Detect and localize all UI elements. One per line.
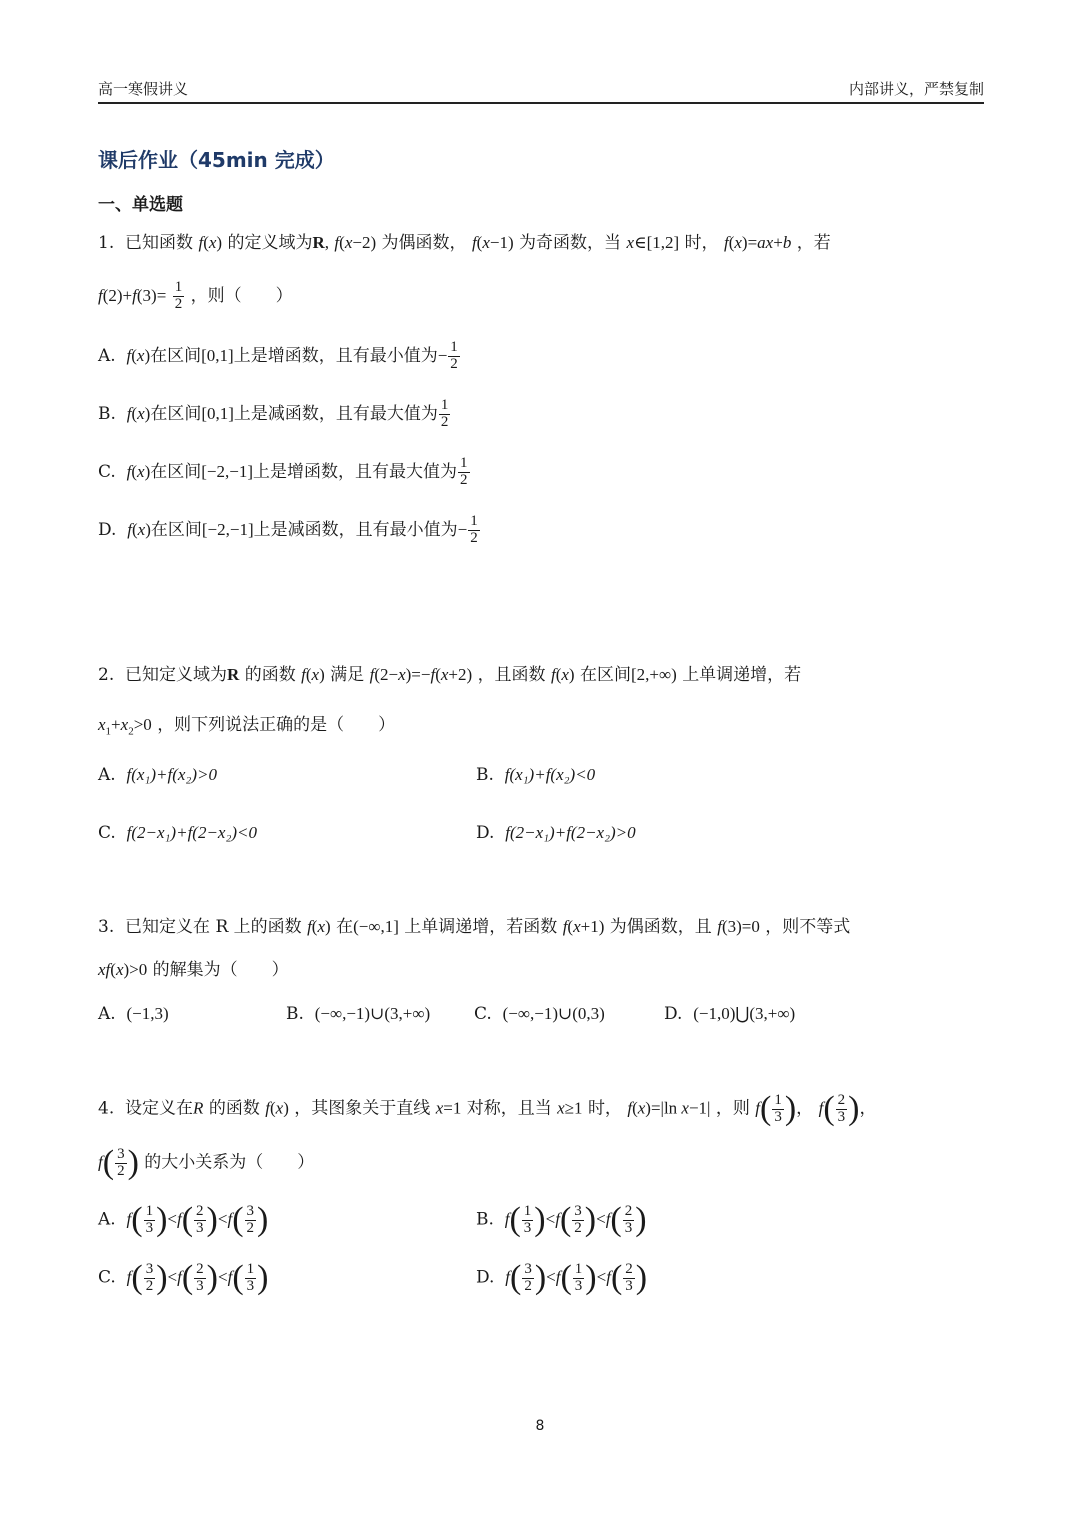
q1-eq-fraction: $\frac{1}{2}$ bbox=[174, 279, 183, 312]
q1-stem-line2: f(2)+f(3)= $\frac{1}{2}$ ，则（ ） bbox=[98, 279, 293, 312]
q3-option-b[interactable]: B. (−∞,−1)∪(3,+∞) bbox=[286, 1004, 431, 1024]
q1-option-a[interactable]: A. f(x)在区间[0,1]上是增函数，且有最小值为− $\frac{1}{2}$ bbox=[98, 339, 458, 372]
page-number: 8 bbox=[535, 1418, 545, 1434]
q3-option-a[interactable]: A. (−1,3) bbox=[98, 1004, 169, 1024]
q2-option-b[interactable]: B. f(x₁)+f(x₂)<0 bbox=[476, 765, 596, 785]
header-right: 内部讲义，严禁复制 bbox=[848, 80, 984, 98]
q4-option-a[interactable]: A. f( $\frac{1}{3}$ )<f( $\frac{2}{3}$ )<f( $\frac{3}{2}$ ) bbox=[98, 1201, 269, 1238]
q2-option-a[interactable]: A. f(x₁)+f(x₂)>0 bbox=[98, 765, 217, 785]
q2-option-c[interactable]: C. f(2−x₁)+f(2−x₂)<0 bbox=[98, 823, 258, 843]
q4-stem-line2: f( $\frac{3}{2}$ ) 的大小关系为（ ） bbox=[98, 1144, 315, 1181]
q4-stem-line1: 4. 设定义在R 的函数 f(x) ，其图象关于直线 x=1 对称，且当 x≥1 时， f(x)=|ln x−1| ，则 f( $\frac{1}{3}$ )， f( $\frac{2}{3}$ )， bbox=[98, 1090, 877, 1127]
q1-option-b[interactable]: B. f(x)在区间[0,1]上是减函数，且有最大值为 $\frac{1}{2}$ bbox=[98, 397, 449, 430]
q2-stem-line1: 2. 已知定义域为R 的函数 f(x) 满足 f(2−x)=−f(x+2) ，且函数 f(x) 在区间[2,+∞) 上单调递增，若 bbox=[98, 665, 802, 685]
q1-stem-line1: 1. 已知函数 f(x) 的定义域为R, f(x−2) 为偶函数， f(x−1) 为奇函数，当 x∈[1,2] 时， f(x)=ax+b ，若 bbox=[98, 233, 831, 253]
q4-option-b[interactable]: B. f( $\frac{1}{3}$ )<f( $\frac{3}{2}$ )<f( $\frac{2}{3}$ ) bbox=[476, 1201, 647, 1238]
header-left: 高一寒假讲义 bbox=[98, 80, 189, 98]
q3-stem-line1: 3. 已知定义在 R 上的函数 f(x) 在(−∞,1] 上单调递增，若函数 f(x+1) 为偶函数，且 f(3)=0 ，则不等式 bbox=[98, 917, 851, 937]
homework-title: 课后作业（45min 完成） bbox=[98, 148, 335, 172]
q3-stem-line2: xf(x)>0 的解集为（ ） bbox=[98, 960, 289, 980]
q4-option-d[interactable]: D. f( $\frac{3}{2}$ )<f( $\frac{1}{3}$ )<f( $\frac{2}{3}$ ) bbox=[476, 1259, 648, 1296]
q1-option-d[interactable]: D. f(x)在区间[−2,−1]上是减函数，且有最小值为− $\frac{1}{2}$ bbox=[98, 513, 478, 546]
q3-option-d[interactable]: D. (−1,0)⋃(3,+∞) bbox=[664, 1004, 796, 1024]
q2-stem-line2: $x_1+x_2>0$ ，则下列说法正确的是（ ） bbox=[98, 715, 396, 738]
q2-option-d[interactable]: D. f(2−x₁)+f(2−x₂)>0 bbox=[476, 823, 636, 843]
q1-option-c[interactable]: C. f(x)在区间[−2,−1]上是增函数，且有最大值为 $\frac{1}{2}$ bbox=[98, 455, 468, 488]
q4-option-c[interactable]: C. f( $\frac{3}{2}$ )<f( $\frac{2}{3}$ )<f( $\frac{1}{3}$ ) bbox=[98, 1259, 269, 1296]
q3-option-c[interactable]: C. (−∞,−1)∪(0,3) bbox=[474, 1004, 605, 1024]
page-header bbox=[98, 78, 984, 104]
section-title: 一、单选题 bbox=[98, 195, 183, 215]
